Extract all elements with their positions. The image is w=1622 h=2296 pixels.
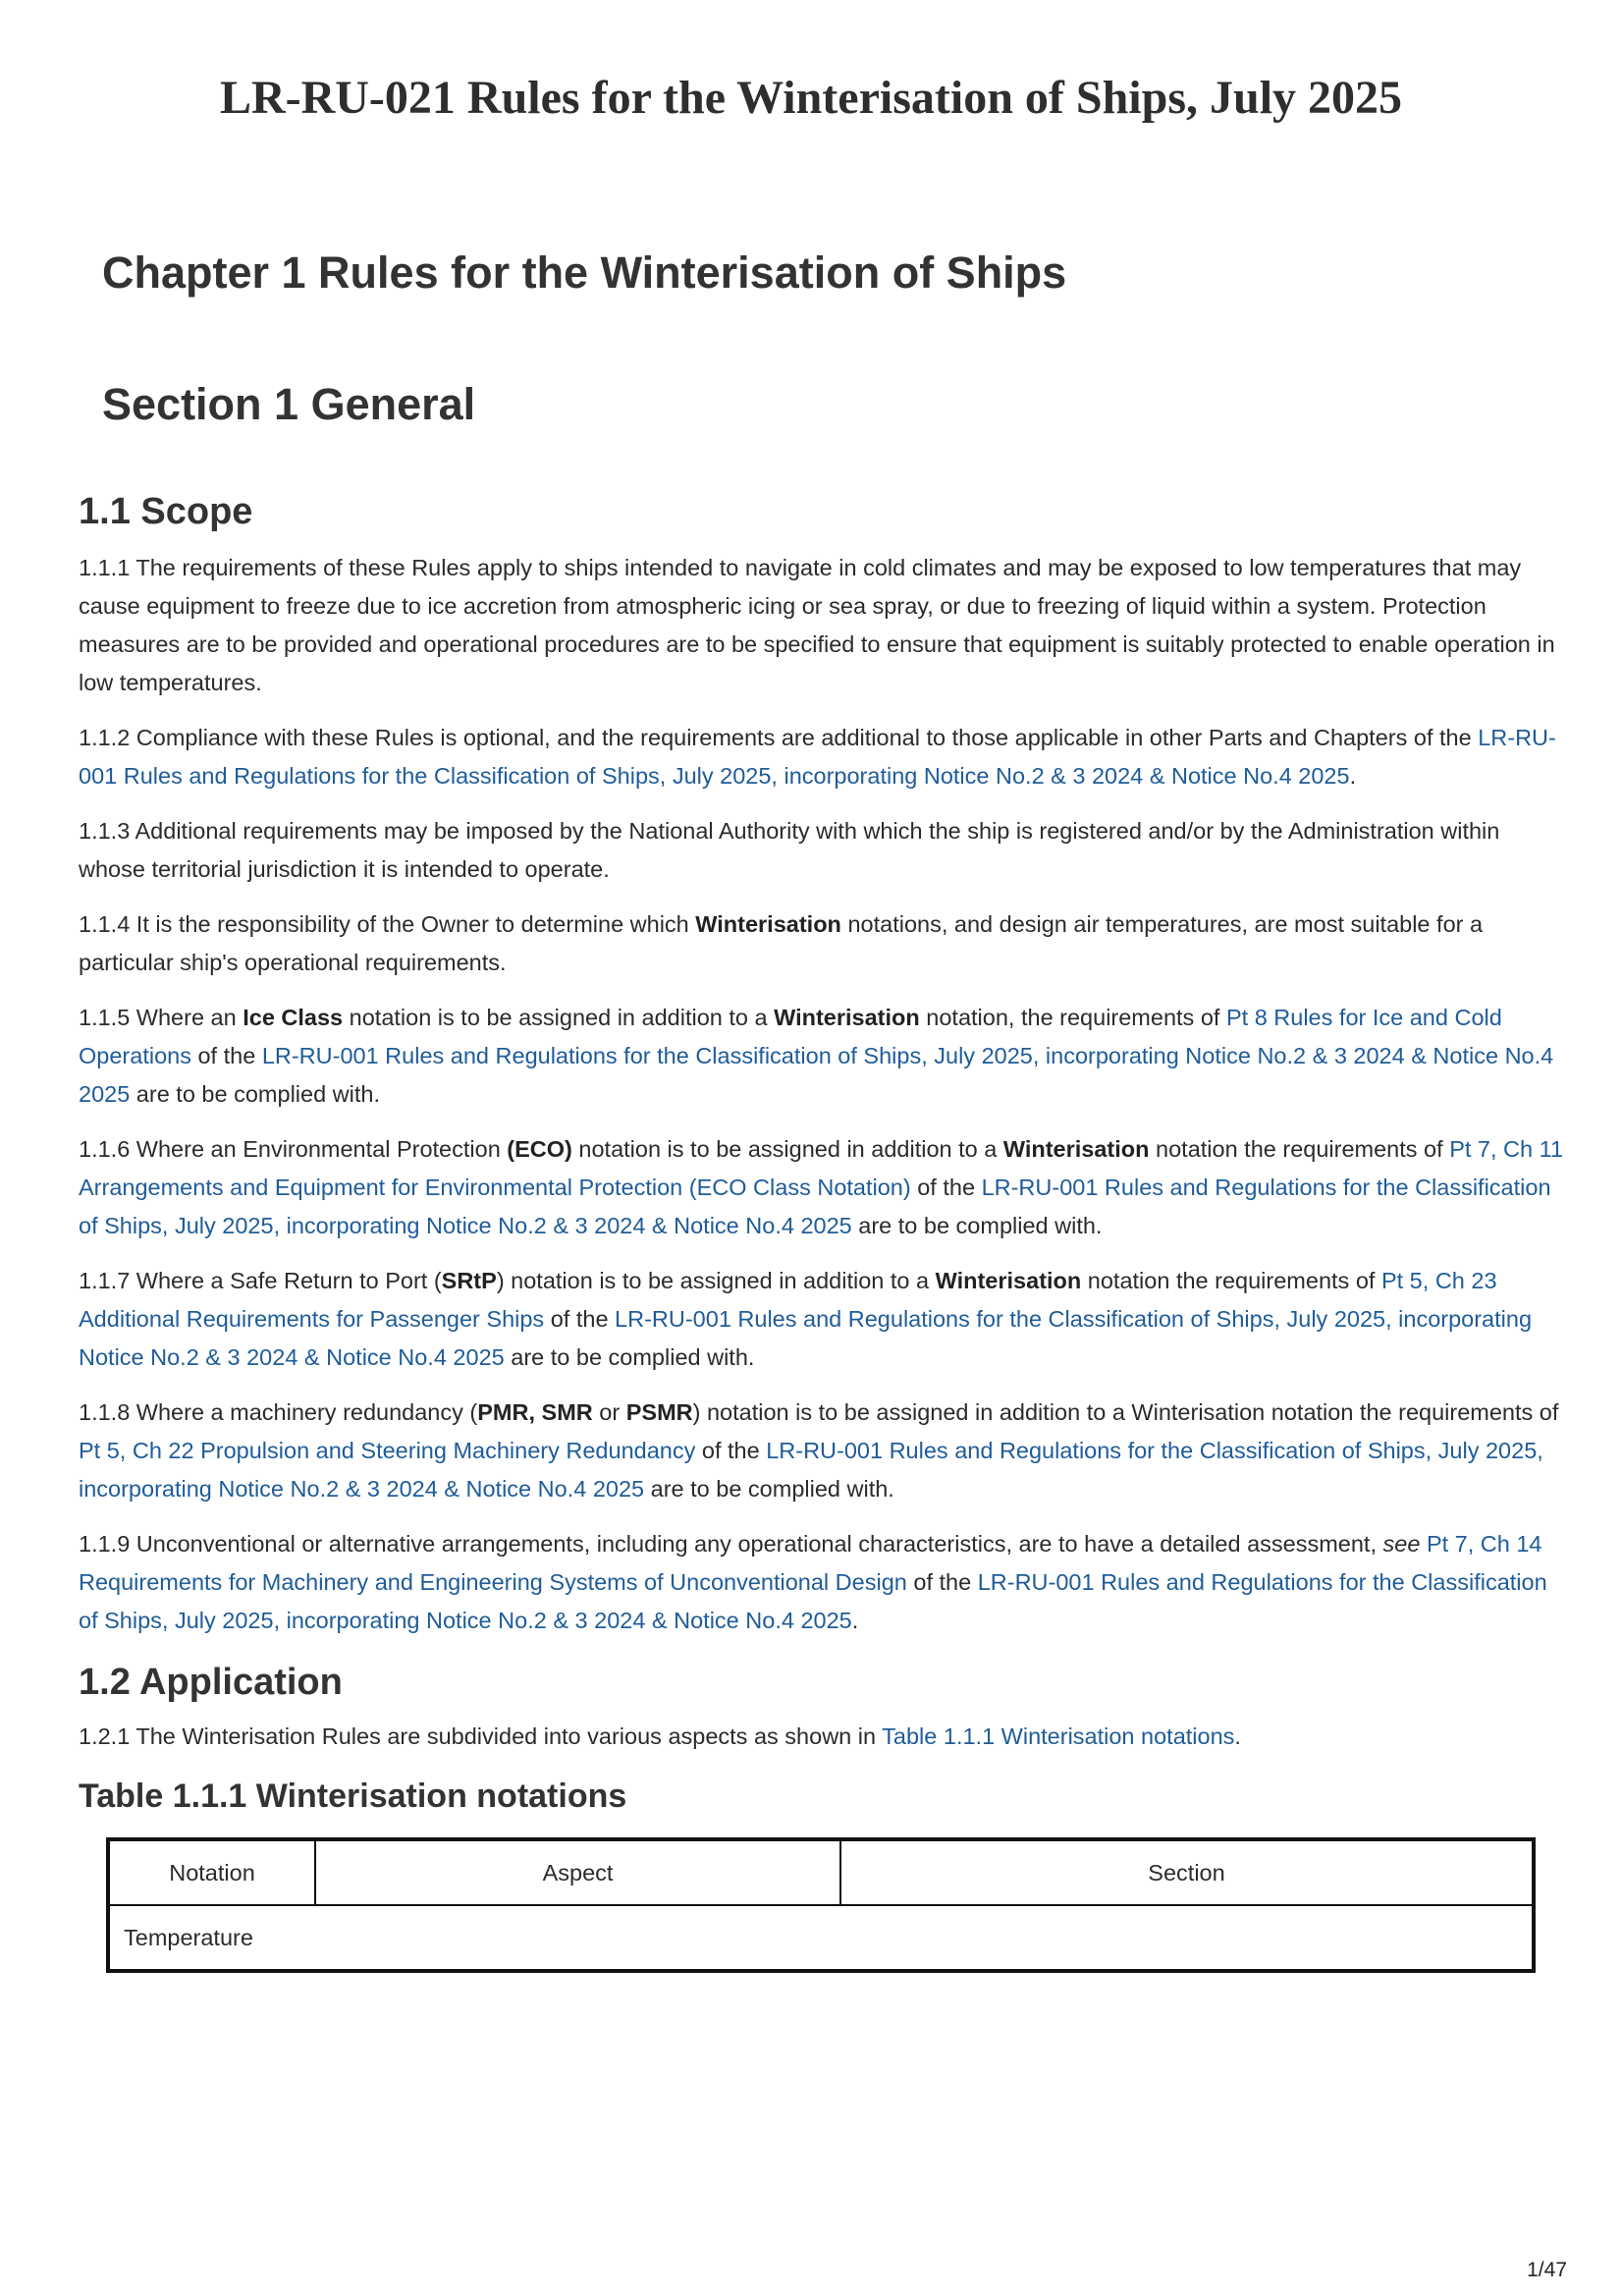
page-number: 1/47 [1527,2259,1567,2281]
pt7-ch11-link[interactable]: Pt 7, Ch 11 Arrangements and Equipment for Environmental Protection (ECO Class Notation) [79,1136,1564,1200]
table-header-row [108,1839,1534,1905]
chapter-title: Chapter 1 Rules for the Winterisation of Ships [102,247,1067,298]
rules-link[interactable]: LR-RU-001 Rules and Regulations for the Classification of Ships, July 2025, incorporating Notice No.2 & 3 2024 & Notice No.4 2025 [79,725,1556,789]
section-title: Section 1 General [102,379,476,429]
table-cell: Temperature [108,1905,1534,1971]
scope-heading: 1.1 Scope [79,491,253,532]
pt5-ch23-link[interactable]: Pt 5, Ch 23 Additional Requirements for Passenger Ships [79,1268,1497,1332]
pt8-link[interactable]: Pt 8 Rules for Ice and Cold Operations [79,1005,1502,1068]
paragraph-1-1-1: 1.1.1 The requirements of these Rules apply to ships intended to navigate in cold climates and may be exposed to low temperatures that may cause equipment to freeze due to ice accretion from atmospheric icing or sea spray, or due to freezing of liquid within a system. Protection measures are to be provided and operational procedures are to be specified to ensure that equipment is suitably protected to enable operation in low temperatures. [79,555,1555,695]
table-link[interactable]: Table 1.1.1 Winterisation notations [882,1723,1235,1749]
paragraph-1-1-2: 1.1.2 Compliance with these Rules is optional, and the requirements are additional to those applicable in other Parts and Chapters of the LR-RU-001 Rules and Regulations for the Classification of Ships, July 2025, incorporating Notice No.2 & 3 2024 & Notice No.4 2025. [79,725,1556,789]
rules-link[interactable]: LR-RU-001 Rules and Regulations for the Classification of Ships, July 2025, incorporating Notice No.2 & 3 2024 & Notice No.4 2025 [79,1438,1543,1502]
paragraph-1-1-8: 1.1.8 Where a machinery redundancy (PMR, SMR or PSMR) notation is to be assigned in addition to a Winterisation notation the requirements of Pt 5, Ch 22 Propulsion and Steering Machinery Redundancy of the LR-RU-001 Rules and Regulations for the Classification of Ships, July 2025, incorporating Notice No.2 & 3 2024 & Notice No.4 2025 are to be complied with. [79,1399,1559,1502]
application-heading: 1.2 Application [79,1662,343,1703]
column-header: Section [840,1839,1534,1905]
pt5-ch22-link[interactable]: Pt 5, Ch 22 Propulsion and Steering Machinery Redundancy [79,1438,696,1463]
table-row [108,1905,1534,1971]
document-body [79,491,1563,1973]
table-title: Table 1.1.1 Winterisation notations [79,1777,627,1815]
notations-table [106,1837,1536,1973]
rules-link[interactable]: LR-RU-001 Rules and Regulations for the Classification of Ships, July 2025, incorporating Notice No.2 & 3 2024 & Notice No.4 2025 [79,1569,1547,1633]
rules-link[interactable]: LR-RU-001 Rules and Regulations for the Classification of Ships, July 2025, incorporating Notice No.2 & 3 2024 & Notice No.4 2025 [79,1306,1533,1370]
document-title: LR-RU-021 Rules for the Winterisation of Ships, July 2025 [219,72,1403,124]
paragraph-1-1-9: 1.1.9 Unconventional or alternative arrangements, including any operational characteristics, are to have a detailed assessment, see Pt 7, Ch 14 Requirements for Machinery and Engineering Systems of Unconventional Design of the LR-RU-001 Rules and Regulations for the Classification of Ships, July 2025, incorporating Notice No.2 & 3 2024 & Notice No.4 2025. [79,1531,1547,1633]
paragraph-1-1-5: 1.1.5 Where an Ice Class notation is to be assigned in addition to a Winterisation notation, the requirements of Pt 8 Rules for Ice and Cold Operations of the LR-RU-001 Rules and Regulations for the Classification of Ships, July 2025, incorporating Notice No.2 & 3 2024 & Notice No.4 2025 are to be complied with. [79,1005,1554,1107]
paragraph-1-1-3: 1.1.3 Additional requirements may be imposed by the National Authority with which the ship is registered and/or by the Administration within whose territorial jurisdiction it is intended to operate. [79,818,1500,882]
paragraph-1-2-1: 1.2.1 The Winterisation Rules are subdivided into various aspects as shown in Table 1.1.1 Winterisation notations. [79,1723,1241,1749]
paragraph-1-1-6: 1.1.6 Where an Environmental Protection (ECO) notation is to be assigned in addition to a Winterisation notation the requirements of Pt 7, Ch 11 Arrangements and Equipment for Environmental Protection (ECO Class Notation) of the LR-RU-001 Rules and Regulations for the Classification of Ships, July 2025, incorporating Notice No.2 & 3 2024 & Notice No.4 2025 are to be complied with. [79,1136,1564,1238]
paragraph-1-1-4: 1.1.4 It is the responsibility of the Owner to determine which Winterisation notations, and design air temperatures, are most suitable for a particular ship's operational requirements. [79,911,1484,975]
paragraph-1-1-7: 1.1.7 Where a Safe Return to Port (SRtP) notation is to be assigned in addition to a Winterisation notation the requirements of Pt 5, Ch 23 Additional Requirements for Passenger Ships of the LR-RU-001 Rules and Regulations for the Classification of Ships, July 2025, incorporating Notice No.2 & 3 2024 & Notice No.4 2025 are to be complied with. [79,1268,1533,1370]
rules-link[interactable]: LR-RU-001 Rules and Regulations for the Classification of Ships, July 2025, incorporating Notice No.2 & 3 2024 & Notice No.4 2025 [79,1175,1551,1238]
rules-link[interactable]: LR-RU-001 Rules and Regulations for the Classification of Ships, July 2025, incorporating Notice No.2 & 3 2024 & Notice No.4 2025 [79,1043,1554,1107]
column-header: Notation [108,1839,315,1905]
column-header: Aspect [315,1839,840,1905]
pt7-ch14-link[interactable]: Pt 7, Ch 14 Requirements for Machinery and Engineering Systems of Unconventional Design [79,1531,1542,1595]
